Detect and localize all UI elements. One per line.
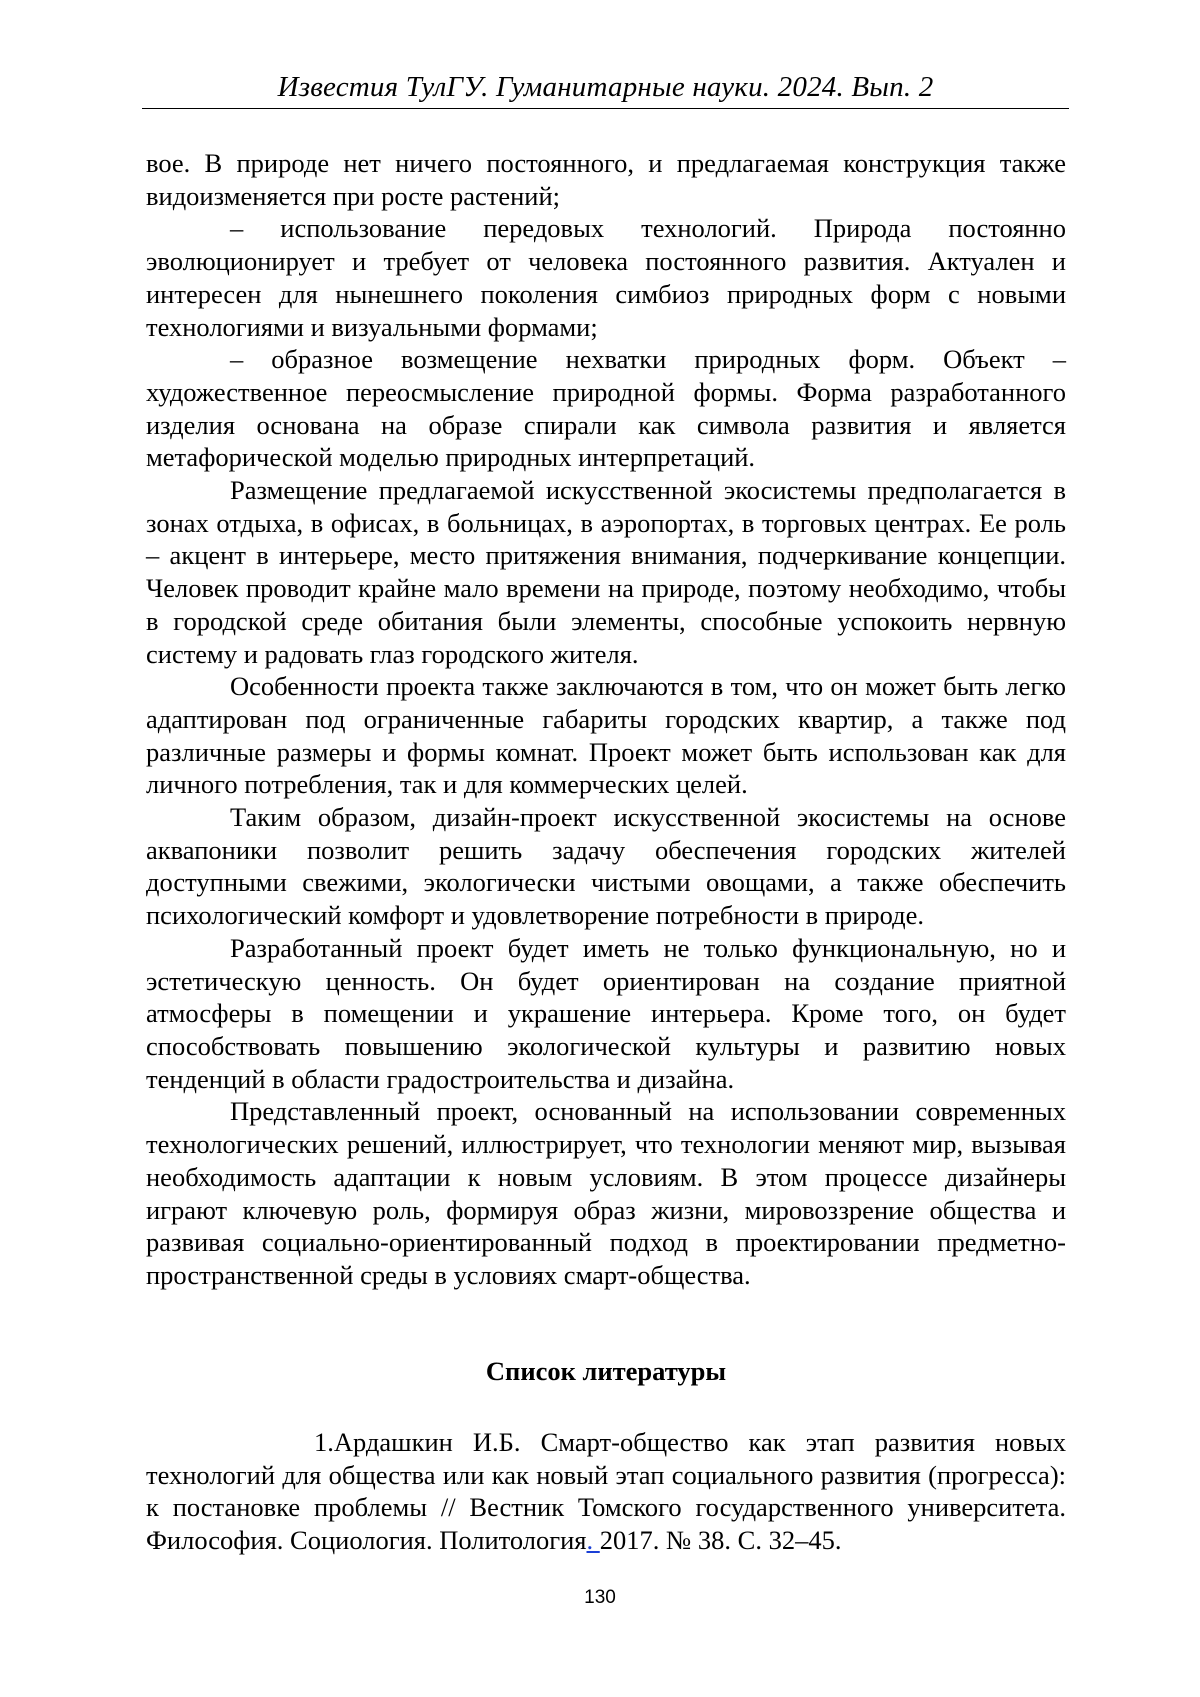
list-item: – использование передовых технологий. Природа постоянно эволюционирует и требует от человека постоянного развития. Актуален и интересен для нынешнего поколения симбиоз природных форм с новыми технологиями и визуальными формами; — [146, 213, 1066, 342]
reference-text-tail: 2017. № 38. С. 32–45. — [599, 1525, 842, 1556]
paragraph: Размещение предлагаемой искусственной экосистемы предполагается в зонах отдыха, в офисах, в больницах, в аэропортах, в торговых центрах. Ее роль – акцент в интерьере, место притяжения внимания, подчеркивание концепции. Человек проводит крайне мало времени на природе, поэтому необходимо, чтобы в городской среде обитания были элементы, способные успокоить нервную систему и радовать глаз городского жителя. — [146, 475, 1066, 669]
running-header: Известия ТулГУ. Гуманитарные науки. 2024. Вып. 2 — [277, 71, 934, 103]
page-number: 130 — [584, 1587, 616, 1608]
paragraph: Особенности проекта также заключаются в том, что он может быть легко адаптирован под ограниченные габариты городских квартир, а также под различные размеры и формы комнат. Проект может быть использован как для личного потребления, так и для коммерческих целей. — [146, 671, 1066, 800]
header-divider — [142, 108, 1069, 109]
paragraph: вое. В природе нет ничего постоянного, и предлагаемая конструкция также видоизменяется при росте растений; — [146, 148, 1066, 211]
references-heading: Список литературы — [485, 1356, 727, 1386]
paragraph: Разработанный проект будет иметь не только функциональную, но и эстетическую ценность. Он будет ориентирован на создание приятной атмосферы в помещении и украшение интерьера. Кроме того, он будет способствовать повышению экологической культуры и развитию новых тенденций в области градостроительства и дизайна. — [146, 932, 1066, 1094]
paragraph: Таким образом, дизайн-проект искусственной экосистемы на основе аквапоники позволит решить задачу обеспечения городских жителей доступными свежими, экологически чистыми овощами, а также обеспечить психологический комфорт и удовлетворение потребности в природе. — [146, 802, 1066, 931]
list-item: – образное возмещение нехватки природных форм. Объект – художественное переосмысление природной формы. Форма разработанного изделия основана на образе спирали как символа развития и является метафорической моделью природных интерпретаций. — [146, 344, 1066, 473]
reference-item — [146, 1426, 1066, 1557]
reference-number: 1. — [314, 1427, 334, 1457]
paragraph: Представленный проект, основанный на использовании современных технологических решений, иллюстрирует, что технологии меняют мир, вызывая необходимость адаптации к новым условиям. В этом процессе дизайнеры играют ключевую роль, формируя образ жизни, мировоззрение общества и развивая социально-ориентированный подход в проектировании предметно-пространственной среды в условиях смарт-общества. — [146, 1096, 1066, 1290]
reference-link[interactable]: . — [586, 1525, 600, 1556]
article-body — [146, 147, 1066, 1292]
references-list — [146, 1426, 1066, 1557]
reference-text: Ардашкин И.Б. Смарт-общество как этап развития новых технологий для общества или как новый этап социального развития (прогресса): к постановке проблемы // Вестник Томского государственного университета. Философия. Социология. Политология — [146, 1427, 1066, 1556]
